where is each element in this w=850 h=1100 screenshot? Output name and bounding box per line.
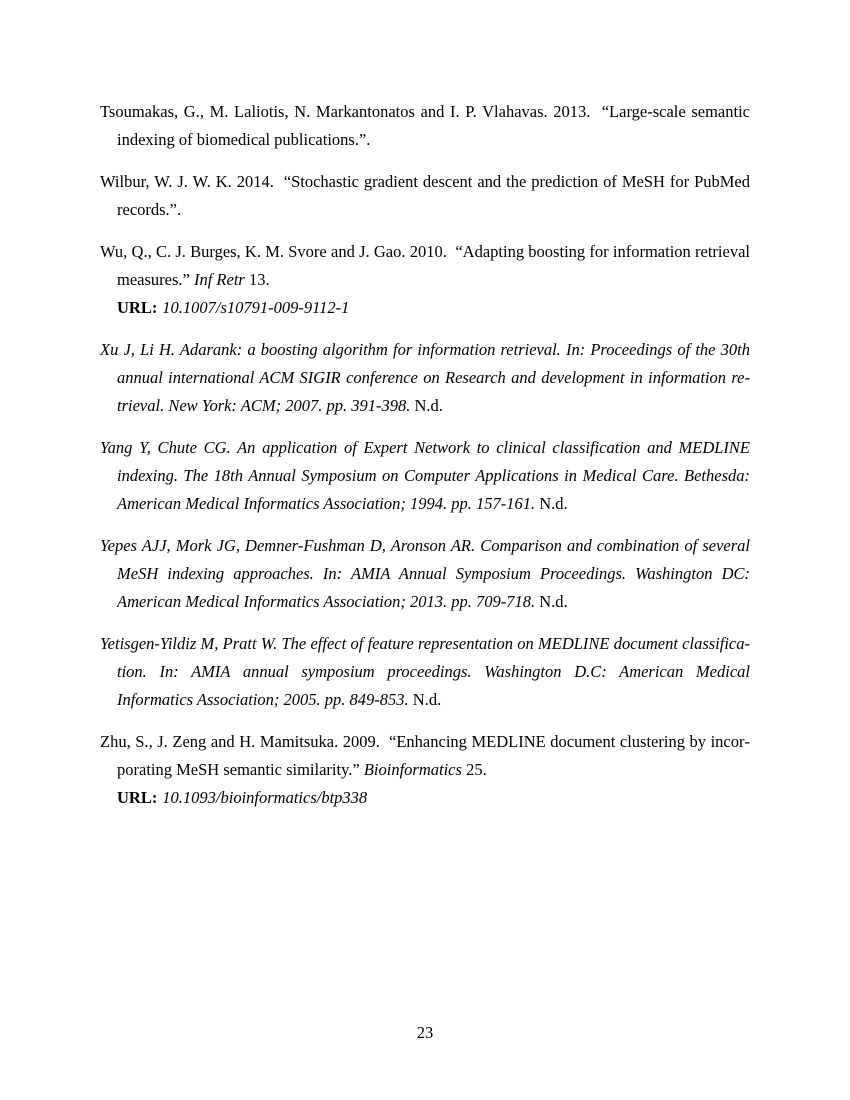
reference-entry <box>100 630 750 714</box>
reference-segment: Tsoumakas, G., M. Laliotis, N. Markantonatos and I. P. Vlahavas. 2013. “Large-scale semantic indexing of biomedical publications.”. <box>100 102 750 149</box>
page-number: 23 <box>416 1023 434 1042</box>
reference-entry <box>100 434 750 518</box>
reference-entry <box>100 728 750 812</box>
reference-entry <box>100 168 750 224</box>
reference-segment: N.d. <box>408 690 442 709</box>
reference-segment: N.d. <box>535 494 568 513</box>
reference-url <box>117 294 750 322</box>
reference-segment: N.d. <box>410 396 443 415</box>
reference-entry <box>100 238 750 322</box>
journal-name: Inf Retr <box>193 270 245 289</box>
reference-segment: Yepes AJJ, Mork JG, Demner-Fushman D, Aronson AR. Comparison and combination of several MeSH indexing approaches. In: AMIA Annual Symposium Proceedings. Washington DC: American Medical Informatics Association; 2013. pp. 709-718. <box>100 536 750 611</box>
reference-segment: Zhu, S., J. Zeng and H. Mamitsuka. 2009. “Enhancing MEDLINE document clustering by incorporating MeSH semantic similarity.” <box>100 732 750 779</box>
reference-text <box>100 98 750 154</box>
reference-url <box>117 784 750 812</box>
url-label: URL: <box>117 788 158 807</box>
reference-text <box>100 168 750 224</box>
reference-segment: N.d. <box>535 592 568 611</box>
reference-text <box>100 336 750 420</box>
url-value: 10.1093/bioinformatics/btp338 <box>162 788 368 807</box>
reference-segment: Xu J, Li H. Adarank: a boosting algorithm for information retrieval. In: Proceedings of the 30th annual international ACM SIGIR conference on Research and development in information retrieval. New York: ACM; 2007. pp. 391-398. <box>100 340 750 415</box>
reference-segment: Yang Y, Chute CG. An application of Expert Network to clinical classification and MEDLINE indexing. The 18th Annual Symposium on Computer Applications in Medical Care. Bethesda: American Medical Informatics Association; 1994. pp. 157-161. <box>100 438 750 513</box>
references-list <box>100 98 750 826</box>
reference-text <box>100 434 750 518</box>
reference-segment: Wu, Q., C. J. Burges, K. M. Svore and J. Gao. 2010. “Adapting boosting for information retrieval measures.” <box>100 242 750 289</box>
reference-text <box>100 728 750 784</box>
url-label: URL: <box>117 298 158 317</box>
reference-text <box>100 630 750 714</box>
reference-text <box>100 532 750 616</box>
reference-entry <box>100 532 750 616</box>
reference-entry <box>100 98 750 154</box>
reference-segment: Wilbur, W. J. W. K. 2014. “Stochastic gradient descent and the prediction of MeSH for PubMed records.”. <box>100 172 750 219</box>
reference-segment: 13. <box>244 270 270 289</box>
reference-text <box>100 238 750 294</box>
reference-segment: 25. <box>461 760 487 779</box>
reference-segment: Yetisgen-Yildiz M, Pratt W. The effect of feature representation on MEDLINE document classification. In: AMIA annual symposium proceedings. Washington D.C: American Medical Informatics Association; 2005. pp. 849-853. <box>100 634 750 709</box>
url-value: 10.1007/s10791-009-9112-1 <box>162 298 350 317</box>
reference-entry <box>100 336 750 420</box>
journal-name: Bioinformatics <box>363 760 462 779</box>
